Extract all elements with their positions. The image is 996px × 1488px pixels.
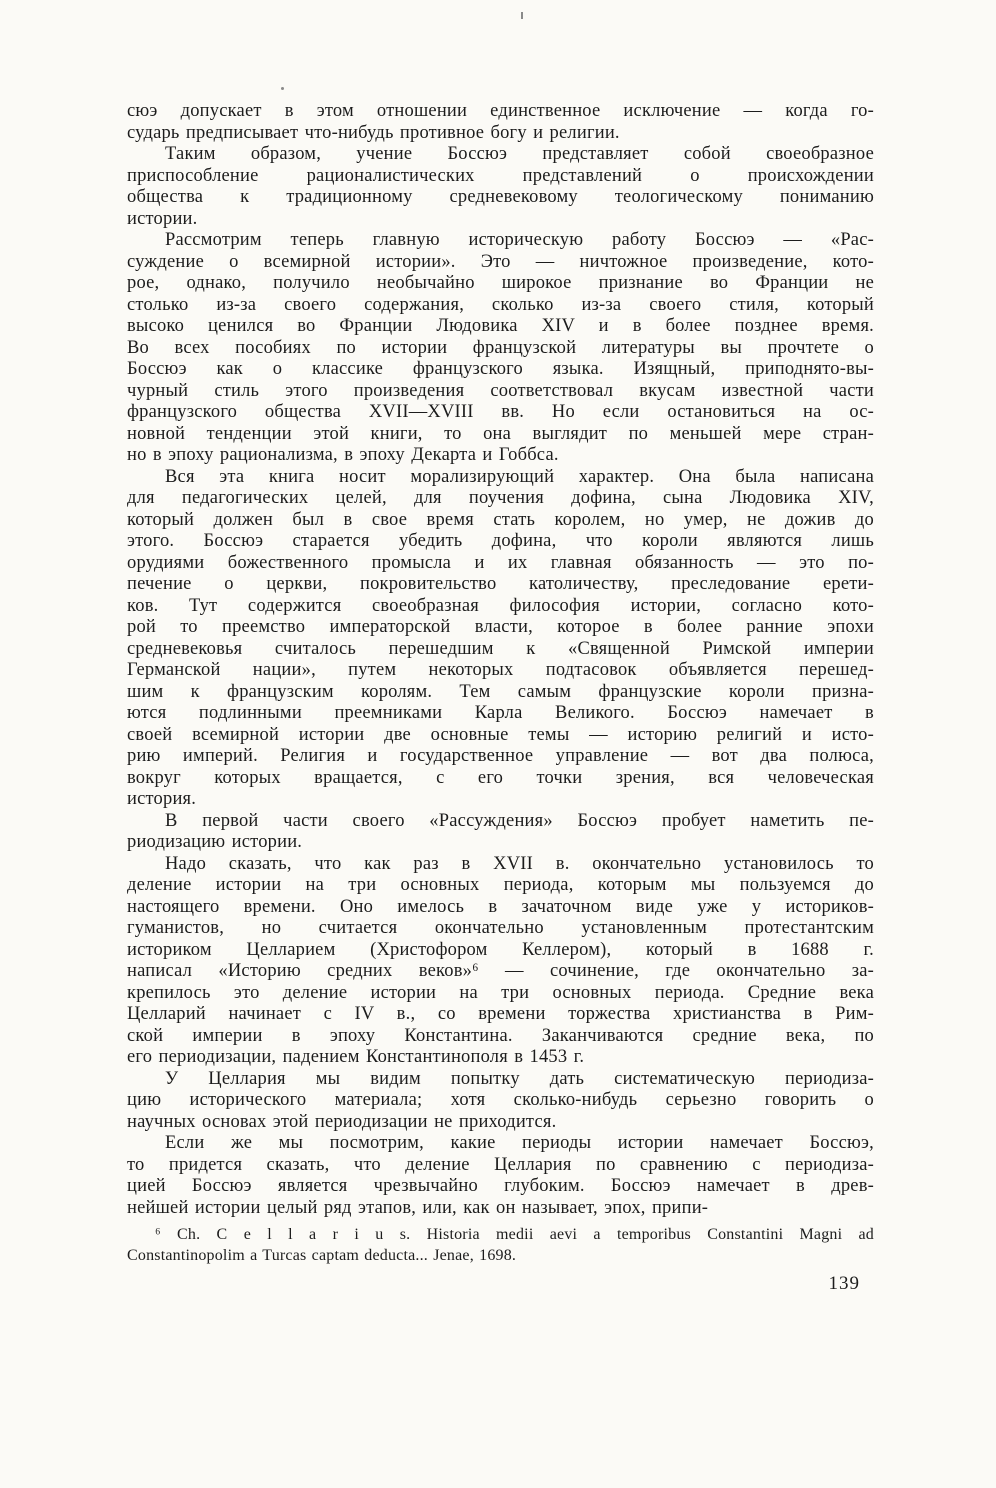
text-line: Во всех пособиях по истории французской литературы вы прочтете о — [127, 337, 874, 358]
text-line: нейшей истории целый ряд этапов, или, как он называет, эпох, припи- — [127, 1197, 709, 1218]
text-line: ской империи в эпоху Константина. Заканчиваются средние века, по — [127, 1025, 874, 1046]
paragraph — [127, 1069, 874, 1134]
text-line: приспособление рационалистических представлений о происхождении — [127, 165, 874, 186]
text-line: чурный стиль этого произведения соответствовал вкусам известной части — [127, 380, 874, 401]
text-line: сюэ допускает в этом отношении единственное исключение — когда го- — [127, 101, 874, 121]
text-line: общества к традиционному средневековому теологическому пониманию — [127, 187, 874, 207]
text-line: шим к французским королям. Тем самым французские короли призна- — [127, 681, 874, 702]
text-line: история. — [127, 789, 197, 809]
text-line: столько из-за своего содержания, сколько из-за своего стиля, который — [127, 294, 874, 315]
text-line: Вся эта книга носит морализирующий характер. Она была написана — [165, 466, 874, 487]
text-line: научных основах этой периодизации не приходится. — [127, 1111, 557, 1132]
footnote — [127, 1224, 874, 1266]
text-line: рое, однако, получило необычайно широкое признание во Франции не — [127, 273, 874, 293]
text-line: ются подлинными преемниками Карла Великого. Боссюэ намечает в — [127, 703, 874, 723]
text-line: ⁶ Ch. C e l l a r i u s. Historia medii aevi a temporibus Constantini Magni ad — [155, 1226, 874, 1243]
text-line: этого. Боссюэ старается убедить дофина, что короли являются лишь — [127, 531, 874, 551]
text-line: цией Боссюэ является чрезвычайно глубоким. Боссюэ намечает в древ- — [127, 1176, 874, 1196]
text-line: своей всемирной истории две основные темы — историю религий и исто- — [127, 724, 874, 745]
text-line: Если же мы посмотрим, какие периоды истории намечает Боссюэ, — [165, 1133, 874, 1153]
paragraph — [127, 1133, 874, 1219]
text-line: написал «Историю средних веков»⁶ — сочинение, где окончательно за- — [127, 961, 874, 981]
text-line: высоко ценился во Франции Людовика XIV и в более позднее время. — [127, 316, 874, 336]
paragraph — [127, 467, 874, 811]
text-line: историком Целларием (Христофором Келлером), который в 1688 г. — [127, 939, 874, 960]
text-line: цию исторического материала; хотя сколько-нибудь серьезно говорить о — [127, 1090, 874, 1110]
text-line: французского общества XVII—XVIII вв. Но если остановиться на ос- — [127, 402, 874, 422]
text-line: печение о церкви, покровительство католичеству, преследование ерети- — [127, 574, 874, 594]
text-block — [127, 101, 874, 1219]
text-line: истории. — [127, 208, 198, 229]
text-line: Боссюэ как о классике французского языка. Изящный, приподнято-вы- — [127, 359, 874, 379]
text-line: В первой части своего «Рассуждения» Боссюэ пробует наметить пе- — [165, 810, 874, 831]
text-line: Рассмотрим теперь главную историческую работу Боссюэ — «Рас- — [165, 230, 874, 250]
text-line: но в эпоху рационализма, в эпоху Декарта и Гоббса. — [127, 445, 559, 465]
text-line: который должен был в свое время стать королем, но умер, не дожив до — [127, 509, 874, 530]
text-line: орудиями божественного промысла и их главная обязанность — это по- — [127, 552, 874, 573]
scan-speck — [281, 87, 284, 90]
text-line: крепилось это деление истории на три основных периода. Средние века — [127, 982, 874, 1003]
scan-speck — [521, 12, 523, 19]
text-line: Целларий начинает с IV в., со времени торжества христианства в Рим- — [127, 1004, 874, 1024]
text-line: риодизацию истории. — [127, 832, 303, 852]
text-line: то придется сказать, что деление Целлария по сравнению с периодиза- — [127, 1154, 874, 1175]
text-line: У Целлария мы видим попытку дать систематическую периодиза- — [165, 1068, 874, 1089]
text-line: Таким образом, учение Боссюэ представляет собой своеобразное — [165, 144, 874, 164]
text-line: средневековья считалось перешедшим к «Священной Римской империи — [127, 638, 874, 659]
page-number: 139 — [828, 1273, 860, 1294]
paragraph — [127, 854, 874, 1069]
paragraph — [127, 144, 874, 230]
text-line: для педагогических целей, для поучения дофина, сына Людовика XIV, — [127, 488, 874, 508]
text-line: ков. Тут содержится своеобразная философия истории, согласно кото- — [127, 595, 874, 616]
text-line: вокруг которых вращается, с его точки зрения, вся человеческая — [127, 767, 874, 788]
text-line: деление истории на три основных периода, которым мы пользуемся до — [127, 875, 874, 895]
text-line: сударь предписывает что-нибудь противное богу и религии. — [127, 122, 620, 143]
text-line: Надо сказать, что как раз в XVII в. окончательно установилось то — [165, 853, 874, 874]
text-line: рию империй. Религия и государственное управление — вот два полюса, — [127, 746, 874, 766]
paragraph — [127, 811, 874, 854]
text-line: настоящего времени. Оно имелось в зачаточном виде уже у историков- — [127, 896, 874, 917]
paragraph — [127, 101, 874, 144]
text-line: рой то преемство императорской власти, которое в более ранние эпохи — [127, 617, 874, 637]
text-line: Германской нации», путем некоторых подтасовок объявляется перешед- — [127, 660, 874, 680]
paragraph — [127, 230, 874, 467]
text-line: суждение о всемирной истории». Это — ничтожное произведение, кото- — [127, 251, 874, 272]
text-line: его периодизации, падением Константинополя в 1453 г. — [127, 1047, 585, 1067]
text-line: новной тенденции этой книги, то она выглядит по меньшей мере стран- — [127, 423, 874, 444]
text-line: Constantinopolim a Turcas captam deducta... Jenae, 1698. — [127, 1247, 517, 1264]
text-line: гуманистов, но считается окончательно установленным протестантским — [127, 918, 874, 938]
